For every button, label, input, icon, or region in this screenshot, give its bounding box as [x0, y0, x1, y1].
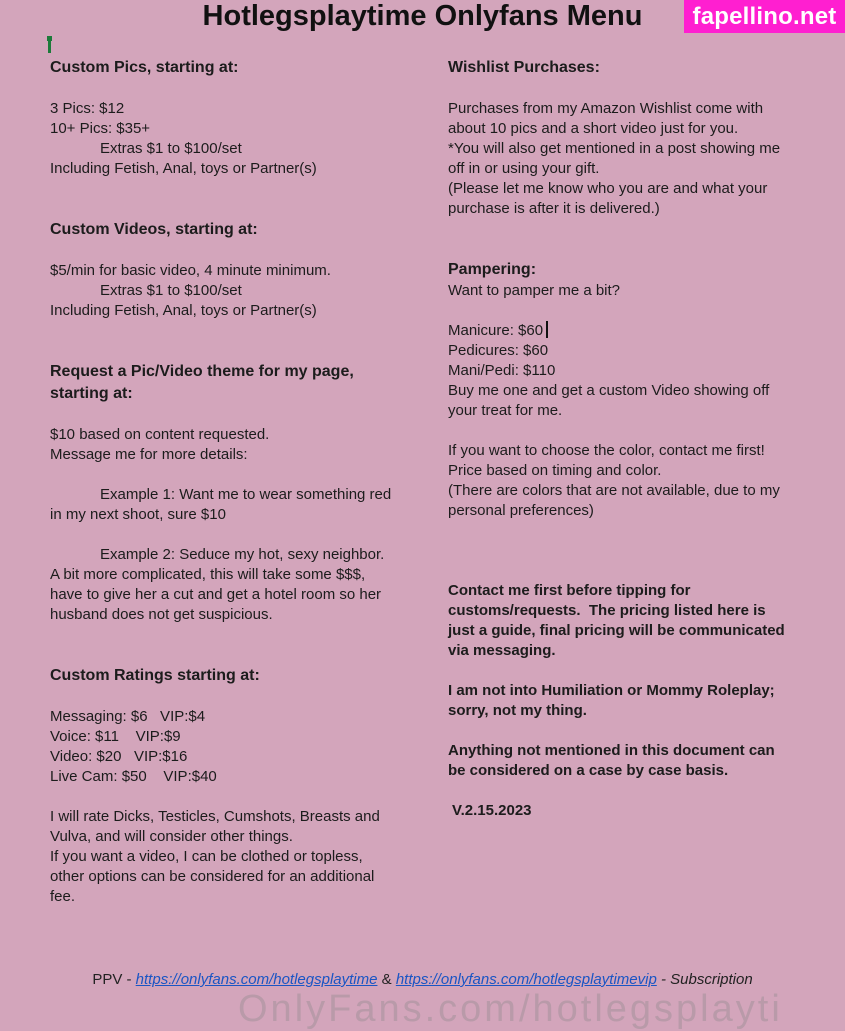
subscription-label: - Subscription [660, 971, 753, 988]
contact-note: just a guide, final pricing will be communicated [448, 622, 785, 639]
example-2-cont: husband does not get suspicious. [50, 606, 273, 623]
pampering-item: Mani/Pedi: $110 [448, 362, 556, 379]
contact-note: via messaging. [448, 642, 556, 659]
wishlist-line: off in or using your gift. [448, 160, 600, 177]
pampering-line: your treat for me. [448, 402, 563, 419]
ratings-paragraph: other options can be considered for an additional [50, 868, 375, 885]
not-into-note: sorry, not my thing. [448, 702, 587, 719]
contact-note: Contact me first before tipping for [448, 582, 691, 599]
custom-pics-line: 10+ Pics: $35+ [50, 120, 151, 137]
ratings-heading: Custom Ratings starting at: [50, 667, 260, 684]
ratings-paragraph: If you want a video, I can be clothed or topless, [50, 848, 363, 865]
onlyfans-vip-link[interactable]: https://onlyfans.com/hotlegsplaytimevip [395, 971, 657, 988]
wishlist-line: *You will also get mentioned in a post showing me [448, 140, 781, 157]
example-2-cont: A bit more complicated, this will take some $$$, [50, 566, 366, 583]
anything-note: Anything not mentioned in this document can [448, 742, 775, 759]
request-line: Message me for more details: [50, 446, 248, 463]
rating-row: Video: $20 VIP:$16 [50, 748, 188, 765]
request-line: $10 based on content requested. [50, 426, 270, 443]
example-1-cont: in my next shoot, sure $10 [50, 506, 226, 523]
example-2: Example 2: Seduce my hot, sexy neighbor. [100, 546, 385, 563]
ratings-paragraph: fee. [50, 888, 76, 905]
ppv-label: PPV - [92, 971, 132, 988]
text-cursor-marker-icon [48, 36, 51, 53]
pampering-line: If you want to choose the color, contact me first! [448, 442, 765, 459]
right-column [448, 57, 798, 821]
wishlist-line: about 10 pics and a short video just for you. [448, 120, 739, 137]
custom-videos-extras: Extras $1 to $100/set [100, 282, 242, 299]
pampering-line: personal preferences) [448, 502, 594, 519]
onlyfans-link[interactable]: https://onlyfans.com/hotlegsplaytime [135, 971, 378, 988]
rating-row: Voice: $11 VIP:$9 [50, 728, 181, 745]
ampersand: & [381, 971, 392, 988]
ratings-paragraph: I will rate Dicks, Testicles, Cumshots, Breasts and [50, 808, 380, 825]
ghost-watermark-text: OnlyFans.com/hotlegsplayti [238, 988, 783, 1030]
anything-note: be considered on a case by case basis. [448, 762, 729, 779]
custom-pics-extras: Extras $1 to $100/set [100, 140, 242, 157]
text-caret-icon [546, 321, 548, 338]
example-2-cont: have to give her a cut and get a hotel room so her [50, 586, 382, 603]
pampering-item: Pedicures: $60 [448, 342, 549, 359]
wishlist-line: purchase is after it is delivered.) [448, 200, 660, 217]
version-label: V.2.15.2023 [452, 802, 532, 819]
request-heading-cont: starting at: [50, 385, 133, 402]
pampering-item [448, 321, 798, 341]
ratings-paragraph: Vulva, and will consider other things. [50, 828, 293, 845]
pampering-intro: Want to pamper me a bit? [448, 282, 621, 299]
custom-videos-heading: Custom Videos, starting at: [50, 221, 258, 238]
wishlist-heading: Wishlist Purchases: [448, 59, 600, 76]
request-heading: Request a Pic/Video theme for my page, [50, 363, 354, 380]
rating-row: Messaging: $6 VIP:$4 [50, 708, 206, 725]
custom-pics-heading: Custom Pics, starting at: [50, 59, 239, 76]
custom-pics-line: 3 Pics: $12 [50, 100, 125, 117]
contact-note: customs/requests. The pricing listed here is [448, 602, 766, 619]
not-into-note: I am not into Humiliation or Mommy Roleplay; [448, 682, 775, 699]
wishlist-line: Purchases from my Amazon Wishlist come with [448, 100, 764, 117]
pampering-line: Price based on timing and color. [448, 462, 662, 479]
pampering-line: (There are colors that are not available, due to my [448, 482, 780, 499]
custom-videos-line: $5/min for basic video, 4 minute minimum. [50, 262, 331, 279]
pampering-line: Buy me one and get a custom Video showing off [448, 382, 770, 399]
manicure-price: Manicure: $60 [448, 322, 544, 339]
left-column [50, 57, 415, 907]
custom-videos-including: Including Fetish, Anal, toys or Partner(s) [50, 302, 317, 319]
rating-row: Live Cam: $50 VIP:$40 [50, 768, 217, 785]
pampering-heading: Pampering: [448, 261, 537, 278]
wishlist-line: (Please let me know who you are and what your [448, 180, 768, 197]
example-1: Example 1: Want me to wear something red [100, 486, 392, 503]
watermark-badge: fapellino.net [684, 0, 845, 33]
footer [0, 970, 845, 990]
page-title: Hotlegsplaytime Onlyfans Menu [202, 0, 643, 32]
custom-pics-including: Including Fetish, Anal, toys or Partner(s) [50, 160, 317, 177]
